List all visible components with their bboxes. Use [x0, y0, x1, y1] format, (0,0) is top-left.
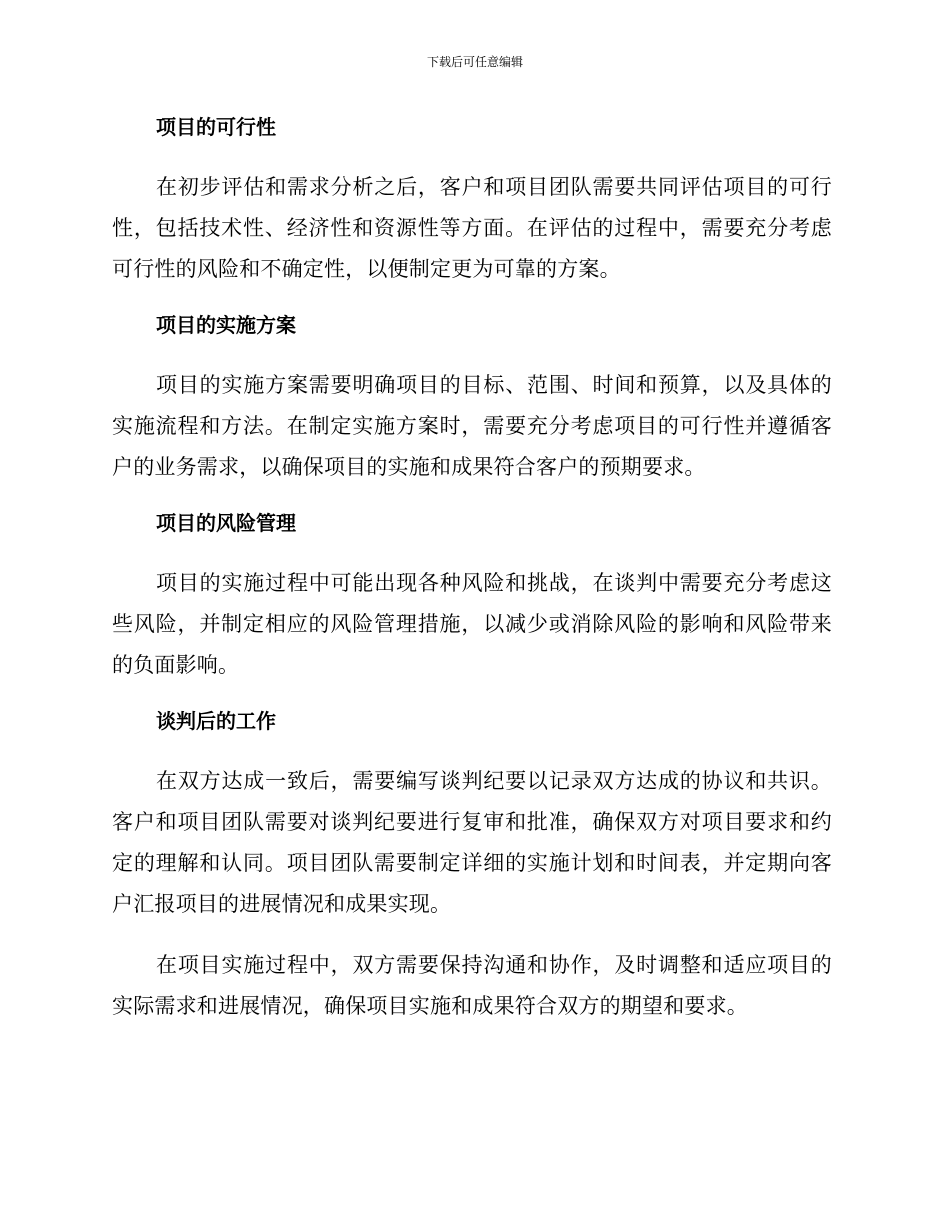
document-body [112, 112, 832, 1027]
section-heading-implementation-plan: 项目的实施方案 [156, 313, 296, 337]
paragraph-implementation-plan: 项目的实施方案需要明确项目的目标、范围、时间和预算，以及具体的实施流程和方法。在制定实施方案时，需要充分考虑项目的可行性并遵循客户的业务需求，以确保项目的实施和成果符合客户的预期要求。 [112, 373, 832, 479]
section-heading-post-negotiation: 谈判后的工作 [156, 709, 276, 733]
section-heading-risk-management: 项目的风险管理 [156, 511, 296, 535]
paragraph-post-negotiation-1: 在双方达成一致后，需要编写谈判纪要以记录双方达成的协议和共识。客户和项目团队需要对谈判纪要进行复审和批准，确保双方对项目要求和约定的理解和认同。项目团队需要制定详细的实施计划和时间表，并定期向客户汇报项目的进展情况和成果实现。 [112, 769, 832, 916]
paragraph-feasibility: 在初步评估和需求分析之后，客户和项目团队需要共同评估项目的可行性，包括技术性、经济性和资源性等方面。在评估的过程中，需要充分考虑可行性的风险和不确定性，以便制定更为可靠的方案。 [112, 175, 832, 281]
page-header: 下载后可任意编辑 [426, 55, 523, 69]
paragraph-risk-management: 项目的实施过程中可能出现各种风险和挑战，在谈判中需要充分考虑这些风险，并制定相应的风险管理措施，以减少或消除风险的影响和风险带来的负面影响。 [112, 571, 832, 677]
section-heading-feasibility: 项目的可行性 [156, 115, 276, 139]
paragraph-post-negotiation-2: 在项目实施过程中，双方需要保持沟通和协作，及时调整和适应项目的实际需求和进展情况，确保项目实施和成果符合双方的期望和要求。 [112, 953, 832, 1018]
